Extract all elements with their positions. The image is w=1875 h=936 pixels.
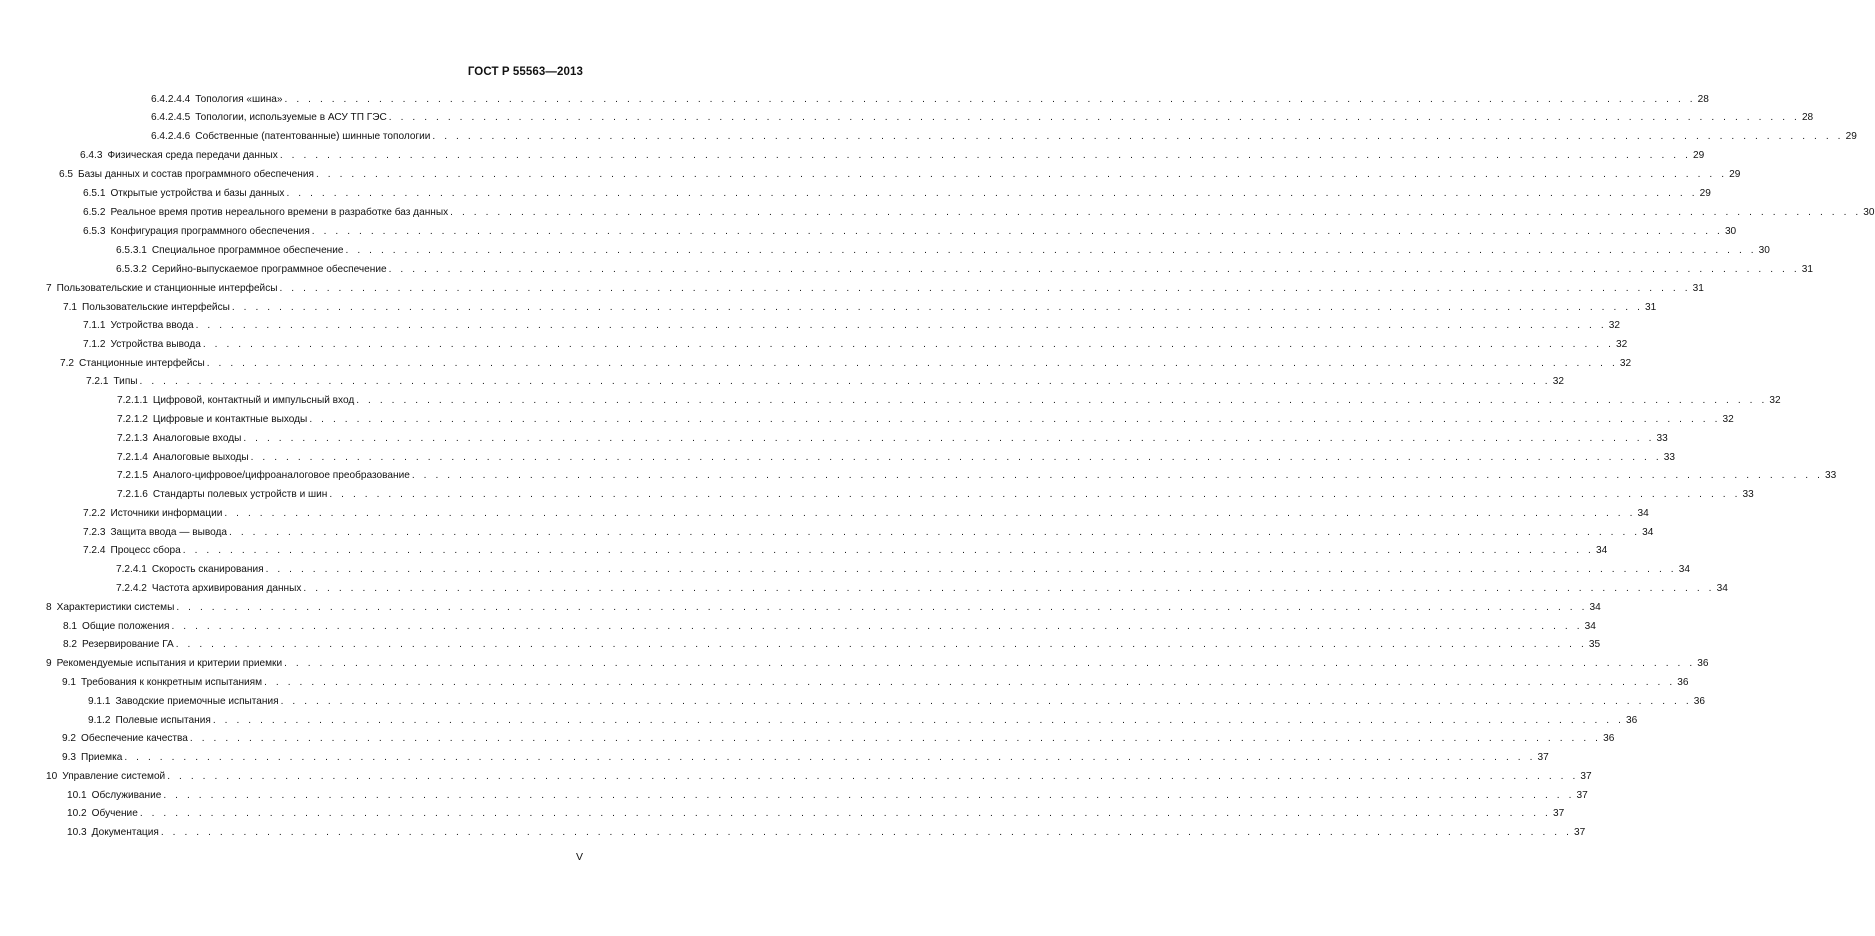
toc-dot-leader: . . . . . . . . . . . . . . . . . . . . . . . . . . . . . . . . . . . . . . . . . . . . . . . . . . . . . . . . . . . . . . . . . . . . . . . . . . . . . . . . . . . . . . . . . . . . . . . . . . . . . . . . . . . . . . . . . . . . . . . . <box>175 639 1587 650</box>
toc-entry[interactable] <box>0 713 1638 729</box>
toc-entry[interactable] <box>0 148 1705 164</box>
toc-entry-page: 29 <box>1729 169 1741 180</box>
toc-entry-title: Цифровые и контактные выходы <box>152 414 308 425</box>
toc-entry-page: 28 <box>1697 94 1709 105</box>
toc-entry[interactable] <box>0 262 1813 278</box>
toc-entry-title: Приемка <box>81 752 123 763</box>
toc-entry-page: 36 <box>1677 677 1689 688</box>
toc-entry-number: 7.2.1.4 <box>117 452 148 463</box>
toc-entry-page: 32 <box>1615 339 1628 350</box>
toc-entry[interactable] <box>0 487 1754 503</box>
toc-entry[interactable] <box>0 731 1615 747</box>
toc-entry-number: 6.5.1 <box>83 188 106 199</box>
toc-entry[interactable] <box>0 243 1770 259</box>
toc-entry-number: 9 <box>46 658 52 669</box>
toc-entry[interactable] <box>0 637 1601 653</box>
toc-entry-title: Полевые испытания <box>115 715 211 726</box>
toc-entry-page: 30 <box>1863 207 1875 218</box>
toc-dot-leader: . . . . . . . . . . . . . . . . . . . . . . . . . . . . . . . . . . . . . . . . . . . . . . . . . . . . . . . . . . . . . . . . . . . . . . . . . . . . . . . . . . . . . . . . . . . . . . . . . . . . . . . . . . . . . . . . . . . . . . . . <box>167 771 1579 782</box>
toc-entry-number: 7.1 <box>63 302 78 313</box>
toc-entry-number: 9.1 <box>62 677 77 688</box>
toc-entry-title: Обеспечение качества <box>81 733 188 744</box>
toc-entry[interactable] <box>0 506 1649 522</box>
toc-dot-leader: . . . . . . . . . . . . . . . . . . . . . . . . . . . . . . . . . . . . . . . . . . . . . . . . . . . . . . . . . . . . . . . . . . . . . . . . . . . . . . . . . . . . . . . . . . . . . . . . . . . . . . . . . . . . . . . . . . . . . . . . <box>279 283 1691 294</box>
toc-entry[interactable] <box>0 468 1837 484</box>
toc-entry-page: 32 <box>1608 320 1620 331</box>
toc-dot-leader: . . . . . . . . . . . . . . . . . . . . . . . . . . . . . . . . . . . . . . . . . . . . . . . . . . . . . . . . . . . . . . . . . . . . . . . . . . . . . . . . . . . . . . . . . . . . . . . . . . . . . . . . . . . . . . . . . . . . . . . . <box>432 131 1844 142</box>
toc-entry[interactable] <box>0 205 1875 221</box>
toc-dot-leader: . . . . . . . . . . . . . . . . . . . . . . . . . . . . . . . . . . . . . . . . . . . . . . . . . . . . . . . . . . . . . . . . . . . . . . . . . . . . . . . . . . . . . . . . . . . . . . . . . . . . . . . . . . . . . . . . . . . . . . . . <box>243 433 1655 444</box>
toc-entry[interactable] <box>0 806 1565 822</box>
toc-entry-title: Обслуживание <box>91 790 162 801</box>
toc-entry-title: Пользовательские интерфейсы <box>82 302 230 313</box>
document-code-header: ГОСТ Р 55563—2013 <box>467 66 583 78</box>
toc-dot-leader: . . . . . . . . . . . . . . . . . . . . . . . . . . . . . . . . . . . . . . . . . . . . . . . . . . . . . . . . . . . . . . . . . . . . . . . . . . . . . . . . . . . . . . . . . . . . . . . . . . . . . . . . . . . . . . . . . . . . . . . . <box>195 320 1607 331</box>
toc-entry-number: 9.2 <box>62 733 77 744</box>
toc-entry-number: 7.2.4 <box>83 545 106 556</box>
toc-entry-number: 7.2.3 <box>83 527 106 538</box>
toc-entry-page: 37 <box>1552 808 1565 819</box>
toc-entry-page: 35 <box>1588 639 1601 650</box>
toc-entry-page: 32 <box>1769 395 1781 406</box>
toc-entry-number: 10.2 <box>67 808 87 819</box>
toc-entry-title: Частота архивирования данных <box>151 583 302 594</box>
toc-dot-leader: . . . . . . . . . . . . . . . . . . . . . . . . . . . . . . . . . . . . . . . . . . . . . . . . . . . . . . . . . . . . . . . . . . . . . . . . . . . . . . . . . . . . . . . . . . . . . . . . . . . . . . . . . . . . . . . . . . . . . . . . <box>250 452 1662 463</box>
toc-dot-leader: . . . . . . . . . . . . . . . . . . . . . . . . . . . . . . . . . . . . . . . . . . . . . . . . . . . . . . . . . . . . . . . . . . . . . . . . . . . . . . . . . . . . . . . . . . . . . . . . . . . . . . . . . . . . . . . . . . . . . . . . <box>279 150 1692 161</box>
toc-entry-page: 30 <box>1758 245 1770 256</box>
toc-entry-page: 34 <box>1716 583 1728 594</box>
toc-entry-page: 36 <box>1626 715 1638 726</box>
toc-entry[interactable] <box>0 788 1588 804</box>
toc-entry-page: 33 <box>1663 452 1675 463</box>
toc-entry[interactable] <box>0 581 1728 597</box>
toc-entry-title: Общие положения <box>82 621 170 632</box>
toc-entry[interactable] <box>0 281 1704 297</box>
toc-entry[interactable] <box>0 450 1675 466</box>
toc-entry-page: 34 <box>1678 564 1690 575</box>
toc-entry-title: Открытые устройства и базы данных <box>110 188 285 199</box>
toc-entry-title: Конфигурация программного обеспечения <box>110 226 310 237</box>
toc-entry-title: Физическая среда передачи данных <box>107 150 278 161</box>
toc-entry-title: Специальное программное обеспечение <box>151 245 344 256</box>
toc-entry[interactable] <box>0 374 1564 390</box>
toc-entry[interactable] <box>0 562 1690 578</box>
toc-dot-leader: . . . . . . . . . . . . . . . . . . . . . . . . . . . . . . . . . . . . . . . . . . . . . . . . . . . . . . . . . . . . . . . . . . . . . . . . . . . . . . . . . . . . . . . . . . . . . . . . . . . . . . . . . . . . . . . . . . . . . . . . <box>160 827 1572 838</box>
toc-entry-title: Резервирование ГА <box>82 639 174 650</box>
toc-entry-page: 37 <box>1573 827 1586 838</box>
toc-dot-leader: . . . . . . . . . . . . . . . . . . . . . . . . . . . . . . . . . . . . . . . . . . . . . . . . . . . . . . . . . . . . . . . . . . . . . . . . . . . . . . . . . . . . . . . . . . . . . . . . . . . . . . . . . . . . . . . . . . . . . . . . <box>265 564 1677 575</box>
toc-entry-title: Устройства вывода <box>110 339 201 350</box>
toc-dot-leader: . . . . . . . . . . . . . . . . . . . . . . . . . . . . . . . . . . . . . . . . . . . . . . . . . . . . . . . . . . . . . . . . . . . . . . . . . . . . . . . . . . . . . . . . . . . . . . . . . . . . . . . . . . . . . . . . . . . . . . . . <box>264 677 1676 688</box>
toc-dot-leader: . . . . . . . . . . . . . . . . . . . . . . . . . . . . . . . . . . . . . . . . . . . . . . . . . . . . . . . . . . . . . . . . . . . . . . . . . . . . . . . . . . . . . . . . . . . . . . . . . . . . . . . . . . . . . . . . . . . . . . . . <box>206 358 1618 369</box>
toc-entry[interactable] <box>0 750 1549 766</box>
toc-entry[interactable] <box>0 129 1857 145</box>
toc-entry-number: 7.2.1.3 <box>117 433 148 444</box>
toc-entry-title: Устройства ввода <box>110 320 194 331</box>
toc-dot-leader: . . . . . . . . . . . . . . . . . . . . . . . . . . . . . . . . . . . . . . . . . . . . . . . . . . . . . . . . . . . . . . . . . . . . . . . . . . . . . . . . . . . . . . . . . . . . . . . . . . . . . . . . . . . . . . . . . . . . . . . . <box>284 658 1696 669</box>
toc-entry-title: Защита ввода — вывода <box>110 527 228 538</box>
toc-entry-number: 6.4.2.4.6 <box>151 131 191 142</box>
toc-entry-page: 37 <box>1580 771 1592 782</box>
toc-dot-leader: . . . . . . . . . . . . . . . . . . . . . . . . . . . . . . . . . . . . . . . . . . . . . . . . . . . . . . . . . . . . . . . . . . . . . . . . . . . . . . . . . . . . . . . . . . . . . . . . . . . . . . . . . . . . . . . . . . . . . . . . <box>124 752 1536 763</box>
toc-entry-title: Пользовательские и станционные интерфейсы <box>56 283 278 294</box>
toc-entry-title: Процесс сбора <box>110 545 181 556</box>
toc-entry-title: Базы данных и состав программного обеспечения <box>78 169 314 180</box>
toc-dot-leader: . . . . . . . . . . . . . . . . . . . . . . . . . . . . . . . . . . . . . . . . . . . . . . . . . . . . . . . . . . . . . . . . . . . . . . . . . . . . . . . . . . . . . . . . . . . . . . . . . . . . . . . . . . . . . . . . . . . . . . . . <box>280 696 1692 707</box>
toc-entry[interactable] <box>0 393 1781 409</box>
toc-entry[interactable] <box>0 167 1741 183</box>
toc-entry-number: 8 <box>46 602 52 613</box>
toc-dot-leader: . . . . . . . . . . . . . . . . . . . . . . . . . . . . . . . . . . . . . . . . . . . . . . . . . . . . . . . . . . . . . . . . . . . . . . . . . . . . . . . . . . . . . . . . . . . . . . . . . . . . . . . . . . . . . . . . . . . . . . . . <box>388 264 1800 275</box>
toc-entry-page: 36 <box>1603 733 1615 744</box>
toc-entry-title: Характеристики системы <box>56 602 175 613</box>
toc-dot-leader: . . . . . . . . . . . . . . . . . . . . . . . . . . . . . . . . . . . . . . . . . . . . . . . . . . . . . . . . . . . . . . . . . . . . . . . . . . . . . . . . . . . . . . . . . . . . . . . . . . . . . . . . . . . . . . . . . . . . . . . . <box>284 94 1696 105</box>
toc-entry-number: 7.1.2 <box>83 339 106 350</box>
toc-entry-page: 34 <box>1584 621 1596 632</box>
toc-entry-title: Аналого-цифровое/цифроаналоговое преобразование <box>152 470 410 481</box>
toc-entry-page: 37 <box>1576 790 1588 801</box>
toc-dot-leader: . . . . . . . . . . . . . . . . . . . . . . . . . . . . . . . . . . . . . . . . . . . . . . . . . . . . . . . . . . . . . . . . . . . . . . . . . . . . . . . . . . . . . . . . . . . . . . . . . . . . . . . . . . . . . . . . . . . . . . . . <box>345 245 1757 256</box>
toc-entry-title: Серийно-выпускаемое программное обеспечение <box>151 264 387 275</box>
toc-entry-number: 7.2.2 <box>83 508 106 519</box>
toc-entry-number: 7.1.1 <box>83 320 106 331</box>
toc-entry-number: 7.2.4.1 <box>116 564 147 575</box>
toc-entry-title: Реальное время против нереального времени в разработке баз данных <box>110 207 449 218</box>
toc-dot-leader: . . . . . . . . . . . . . . . . . . . . . . . . . . . . . . . . . . . . . . . . . . . . . . . . . . . . . . . . . . . . . . . . . . . . . . . . . . . . . . . . . . . . . . . . . . . . . . . . . . . . . . . . . . . . . . . . . . . . . . . . <box>329 489 1741 500</box>
toc-entry-title: Топология «шина» <box>195 94 283 105</box>
toc-entry-number: 7 <box>46 283 52 294</box>
toc-dot-leader: . . . . . . . . . . . . . . . . . . . . . . . . . . . . . . . . . . . . . . . . . . . . . . . . . . . . . . . . . . . . . . . . . . . . . . . . . . . . . . . . . . . . . . . . . . . . . . . . . . . . . . . . . . . . . . . . . . . . . . . . <box>286 188 1698 199</box>
toc-dot-leader: . . . . . . . . . . . . . . . . . . . . . . . . . . . . . . . . . . . . . . . . . . . . . . . . . . . . . . . . . . . . . . . . . . . . . . . . . . . . . . . . . . . . . . . . . . . . . . . . . . . . . . . . . . . . . . . . . . . . . . . . <box>176 602 1588 613</box>
toc-entry-number: 9.1.2 <box>88 715 111 726</box>
toc-dot-leader: . . . . . . . . . . . . . . . . . . . . . . . . . . . . . . . . . . . . . . . . . . . . . . . . . . . . . . . . . . . . . . . . . . . . . . . . . . . . . . . . . . . . . . . . . . . . . . . . . . . . . . . . . . . . . . . . . . . . . . . . <box>139 808 1551 819</box>
toc-entry-page: 34 <box>1595 545 1608 556</box>
toc-entry-number: 6.4.3 <box>80 150 103 161</box>
toc-entry-number: 6.5.3.2 <box>116 264 147 275</box>
page-number: V <box>575 851 583 863</box>
toc-dot-leader: . . . . . . . . . . . . . . . . . . . . . . . . . . . . . . . . . . . . . . . . . . . . . . . . . . . . . . . . . . . . . . . . . . . . . . . . . . . . . . . . . . . . . . . . . . . . . . . . . . . . . . . . . . . . . . . . . . . . . . . . <box>202 339 1614 350</box>
toc-dot-leader: . . . . . . . . . . . . . . . . . . . . . . . . . . . . . . . . . . . . . . . . . . . . . . . . . . . . . . . . . . . . . . . . . . . . . . . . . . . . . . . . . . . . . . . . . . . . . . . . . . . . . . . . . . . . . . . . . . . . . . . . <box>182 545 1594 556</box>
toc-dot-leader: . . . . . . . . . . . . . . . . . . . . . . . . . . . . . . . . . . . . . . . . . . . . . . . . . . . . . . . . . . . . . . . . . . . . . . . . . . . . . . . . . . . . . . . . . . . . . . . . . . . . . . . . . . . . . . . . . . . . . . . . <box>315 169 1728 180</box>
toc-entry-title: Скорость сканирования <box>151 564 264 575</box>
toc-entry-number: 10 <box>46 771 58 782</box>
toc-entry-page: 33 <box>1656 433 1668 444</box>
toc-dot-leader: . . . . . . . . . . . . . . . . . . . . . . . . . . . . . . . . . . . . . . . . . . . . . . . . . . . . . . . . . . . . . . . . . . . . . . . . . . . . . . . . . . . . . . . . . . . . . . . . . . . . . . . . . . . . . . . . . . . . . . . . <box>189 733 1602 744</box>
toc-entry[interactable] <box>0 431 1668 447</box>
toc-entry-title: Собственные (патентованные) шинные топологии <box>195 131 431 142</box>
toc-entry-title: Рекомендуемые испытания и критерии приемки <box>56 658 283 669</box>
toc-entry[interactable] <box>0 619 1596 635</box>
toc-entry[interactable] <box>0 92 1709 108</box>
toc-dot-leader: . . . . . . . . . . . . . . . . . . . . . . . . . . . . . . . . . . . . . . . . . . . . . . . . . . . . . . . . . . . . . . . . . . . . . . . . . . . . . . . . . . . . . . . . . . . . . . . . . . . . . . . . . . . . . . . . . . . . . . . . <box>388 112 1800 123</box>
toc-entry[interactable] <box>0 110 1814 126</box>
toc-entry-page: 30 <box>1724 226 1737 237</box>
toc-entry-title: Требования к конкретным испытаниям <box>81 677 263 688</box>
toc-dot-leader: . . . . . . . . . . . . . . . . . . . . . . . . . . . . . . . . . . . . . . . . . . . . . . . . . . . . . . . . . . . . . . . . . . . . . . . . . . . . . . . . . . . . . . . . . . . . . . . . . . . . . . . . . . . . . . . . . . . . . . . . <box>231 302 1644 313</box>
toc-entry-number: 6.4.2.4.4 <box>151 94 191 105</box>
toc-entry-number: 7.2.1.6 <box>117 489 148 500</box>
toc-entry-number: 6.5.3.1 <box>116 245 147 256</box>
toc-dot-leader: . . . . . . . . . . . . . . . . . . . . . . . . . . . . . . . . . . . . . . . . . . . . . . . . . . . . . . . . . . . . . . . . . . . . . . . . . . . . . . . . . . . . . . . . . . . . . . . . . . . . . . . . . . . . . . . . . . . . . . . . <box>309 414 1721 425</box>
toc-entry[interactable] <box>0 543 1608 559</box>
toc-entry[interactable] <box>0 412 1734 428</box>
toc-dot-leader: . . . . . . . . . . . . . . . . . . . . . . . . . . . . . . . . . . . . . . . . . . . . . . . . . . . . . . . . . . . . . . . . . . . . . . . . . . . . . . . . . . . . . . . . . . . . . . . . . . . . . . . . . . . . . . . . . . . . . . . . <box>139 376 1551 387</box>
toc-entry-page: 36 <box>1693 696 1705 707</box>
toc-entry[interactable] <box>0 694 1705 710</box>
toc-dot-leader: . . . . . . . . . . . . . . . . . . . . . . . . . . . . . . . . . . . . . . . . . . . . . . . . . . . . . . . . . . . . . . . . . . . . . . . . . . . . . . . . . . . . . . . . . . . . . . . . . . . . . . . . . . . . . . . . . . . . . . . . <box>224 508 1636 519</box>
toc-entry[interactable] <box>0 186 1711 202</box>
toc-entry-number: 8.2 <box>63 639 78 650</box>
toc-entry[interactable] <box>0 825 1586 841</box>
toc-entry-title: Обучение <box>91 808 138 819</box>
toc-entry[interactable] <box>0 600 1601 616</box>
toc-dot-leader: . . . . . . . . . . . . . . . . . . . . . . . . . . . . . . . . . . . . . . . . . . . . . . . . . . . . . . . . . . . . . . . . . . . . . . . . . . . . . . . . . . . . . . . . . . . . . . . . . . . . . . . . . . . . . . . . . . . . . . . . <box>356 395 1768 406</box>
toc-entry[interactable] <box>0 356 1632 372</box>
toc-dot-leader: . . . . . . . . . . . . . . . . . . . . . . . . . . . . . . . . . . . . . . . . . . . . . . . . . . . . . . . . . . . . . . . . . . . . . . . . . . . . . . . . . . . . . . . . . . . . . . . . . . . . . . . . . . . . . . . . . . . . . . . . <box>171 621 1583 632</box>
toc-dot-leader: . . . . . . . . . . . . . . . . . . . . . . . . . . . . . . . . . . . . . . . . . . . . . . . . . . . . . . . . . . . . . . . . . . . . . . . . . . . . . . . . . . . . . . . . . . . . . . . . . . . . . . . . . . . . . . . . . . . . . . . . <box>303 583 1715 594</box>
toc-entry-number: 7.2.4.2 <box>116 583 147 594</box>
toc-dot-leader: . . . . . . . . . . . . . . . . . . . . . . . . . . . . . . . . . . . . . . . . . . . . . . . . . . . . . . . . . . . . . . . . . . . . . . . . . . . . . . . . . . . . . . . . . . . . . . . . . . . . . . . . . . . . . . . . . . . . . . . . <box>411 470 1823 481</box>
toc-entry[interactable] <box>0 675 1689 691</box>
toc-entry-title: Управление системой <box>62 771 166 782</box>
toc-entry-number: 7.2.1.1 <box>117 395 148 406</box>
toc-entry-number: 7.2.1.2 <box>117 414 148 425</box>
toc-entry-page: 29 <box>1693 150 1705 161</box>
toc-entry[interactable] <box>0 337 1628 353</box>
toc-entry[interactable] <box>0 525 1654 541</box>
toc-entry-page: 34 <box>1637 508 1649 519</box>
toc-entry-title: Стандарты полевых устройств и шин <box>152 489 328 500</box>
toc-dot-leader: . . . . . . . . . . . . . . . . . . . . . . . . . . . . . . . . . . . . . . . . . . . . . . . . . . . . . . . . . . . . . . . . . . . . . . . . . . . . . . . . . . . . . . . . . . . . . . . . . . . . . . . . . . . . . . . . . . . . . . . . <box>212 715 1625 726</box>
toc-entry-number: 10.1 <box>67 790 87 801</box>
toc-entry[interactable] <box>0 656 1709 672</box>
toc-dot-leader: . . . . . . . . . . . . . . . . . . . . . . . . . . . . . . . . . . . . . . . . . . . . . . . . . . . . . . . . . . . . . . . . . . . . . . . . . . . . . . . . . . . . . . . . . . . . . . . . . . . . . . . . . . . . . . . . . . . . . . . . <box>229 527 1641 538</box>
toc-dot-leader: . . . . . . . . . . . . . . . . . . . . . . . . . . . . . . . . . . . . . . . . . . . . . . . . . . . . . . . . . . . . . . . . . . . . . . . . . . . . . . . . . . . . . . . . . . . . . . . . . . . . . . . . . . . . . . . . . . . . . . . . <box>311 226 1723 237</box>
toc-entry-page: 36 <box>1697 658 1709 669</box>
toc-entry-page: 31 <box>1801 264 1813 275</box>
toc-entry-number: 9.1.1 <box>88 696 111 707</box>
toc-entry-page: 33 <box>1824 470 1837 481</box>
toc-entry-page: 37 <box>1537 752 1549 763</box>
toc-entry[interactable] <box>0 224 1737 240</box>
toc-entry-number: 7.2 <box>60 358 75 369</box>
toc-entry-number: 10.3 <box>67 827 87 838</box>
toc-entry[interactable] <box>0 300 1657 316</box>
toc-entry-title: Источники информации <box>110 508 223 519</box>
toc-entry-title: Аналоговые выходы <box>152 452 249 463</box>
toc-entry-page: 32 <box>1722 414 1734 425</box>
toc-entry-page: 29 <box>1699 188 1711 199</box>
toc-entry-title: Типы <box>113 376 138 387</box>
toc-entry-title: Аналоговые входы <box>152 433 242 444</box>
toc-entry-page: 32 <box>1619 358 1632 369</box>
toc-dot-leader: . . . . . . . . . . . . . . . . . . . . . . . . . . . . . . . . . . . . . . . . . . . . . . . . . . . . . . . . . . . . . . . . . . . . . . . . . . . . . . . . . . . . . . . . . . . . . . . . . . . . . . . . . . . . . . . . . . . . . . . . <box>163 790 1575 801</box>
toc-entry-number: 7.2.1 <box>86 376 109 387</box>
toc-entry-page: 28 <box>1801 112 1814 123</box>
toc-entry-number: 6.5.3 <box>83 226 106 237</box>
toc-entry-number: 6.4.2.4.5 <box>151 112 191 123</box>
toc-entry-page: 33 <box>1742 489 1754 500</box>
toc-entry-title: Топологии, используемые в АСУ ТП ГЭС <box>195 112 387 123</box>
toc-entry[interactable] <box>0 769 1592 785</box>
toc-entry-number: 8.1 <box>63 621 78 632</box>
toc-entry-title: Станционные интерфейсы <box>79 358 205 369</box>
toc-entry-page: 32 <box>1552 376 1564 387</box>
toc-entry-number: 9.3 <box>62 752 77 763</box>
toc-entry-page: 31 <box>1645 302 1657 313</box>
toc-entry-number: 6.5.2 <box>83 207 106 218</box>
toc-entry[interactable] <box>0 318 1620 334</box>
toc-entry-page: 34 <box>1589 602 1601 613</box>
toc-entry-title: Цифровой, контактный и импульсный вход <box>152 395 355 406</box>
toc-entry-number: 6.5 <box>59 169 74 180</box>
toc-entry-title: Документация <box>91 827 159 838</box>
toc-entry-page: 31 <box>1692 283 1704 294</box>
toc-entry-page: 34 <box>1642 527 1654 538</box>
toc-entry-title: Заводские приемочные испытания <box>115 696 279 707</box>
toc-entry-page: 29 <box>1845 131 1857 142</box>
toc-entry-number: 7.2.1.5 <box>117 470 148 481</box>
toc-dot-leader: . . . . . . . . . . . . . . . . . . . . . . . . . . . . . . . . . . . . . . . . . . . . . . . . . . . . . . . . . . . . . . . . . . . . . . . . . . . . . . . . . . . . . . . . . . . . . . . . . . . . . . . . . . . . . . . . . . . . . . . . <box>450 207 1862 218</box>
